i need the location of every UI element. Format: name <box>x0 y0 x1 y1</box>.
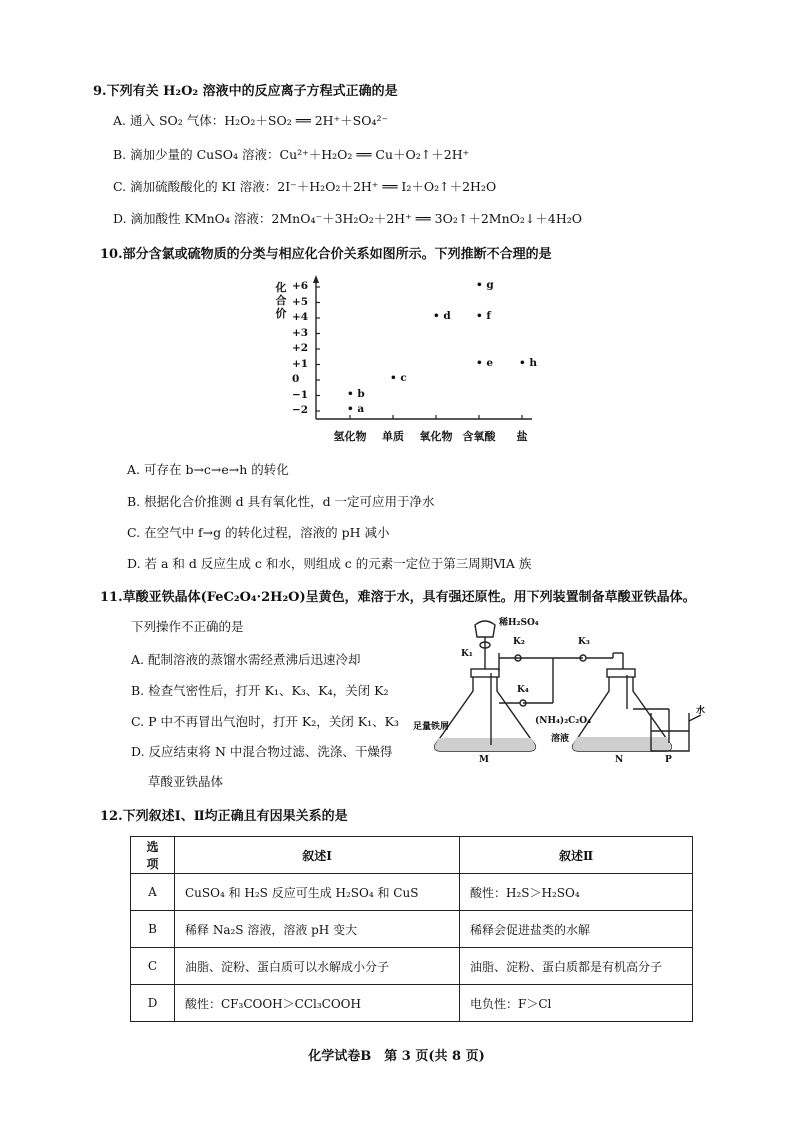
q11-option-a: A. 配制溶液的蒸馏水需经煮沸后迅速冷却 <box>131 652 361 667</box>
table-cell-key: D <box>131 985 175 1022</box>
q11-option-b: B. 检查气密性后，打开 K₁、K₃、K₄，关闭 K₂ <box>131 683 389 698</box>
table-header-statement-1: 叙述Ⅰ <box>175 837 460 874</box>
diagram-label-m: M <box>479 755 489 765</box>
q9-option-c: C. 滴加硫酸酸化的 KI 溶液：2I⁻＋H₂O₂＋2H⁺ ══ I₂＋O₂↑＋2H₂O <box>113 179 497 194</box>
diagram-label-k1: K₁ <box>461 649 473 659</box>
valence-chart <box>270 275 540 450</box>
table-cell-key: B <box>131 911 175 948</box>
q9-option-b: B. 滴加少量的 CuSO₄ 溶液：Cu²⁺＋H₂O₂ ══ Cu＋O₂↑＋2H⁺ <box>113 147 470 162</box>
q11-stem2: 下列操作不正确的是 <box>131 619 244 634</box>
q12-table <box>130 836 693 1022</box>
table-cell: 油脂、淀粉、蛋白质都是有机高分子 <box>460 948 693 985</box>
y-tick-label: −2 <box>292 404 309 416</box>
table-cell: 稀释会促进盐类的水解 <box>460 911 693 948</box>
x-category-label: 单质 <box>382 430 404 443</box>
diagram-label-iron: 足量铁屑 <box>413 722 450 732</box>
apparatus-diagram <box>413 613 713 768</box>
table-cell: CuSO₄ 和 H₂S 反应可生成 H₂SO₄ 和 CuS <box>175 874 460 911</box>
q9-stem: 9.下列有关 H₂O₂ 溶液中的反应离子方程式正确的是 <box>93 84 398 99</box>
table-row <box>131 911 693 948</box>
table-row <box>131 948 693 985</box>
chart-axes <box>270 275 540 450</box>
data-point-h: • h <box>519 356 538 369</box>
table-header-option: 选项 <box>131 837 175 874</box>
diagram-label-acid: 稀H₂SO₄ <box>499 618 539 628</box>
y-tick-label: 0 <box>292 373 300 385</box>
x-category-label: 盐 <box>516 430 528 443</box>
y-tick-label: −1 <box>292 388 309 401</box>
table-row <box>131 874 693 911</box>
q10-option-b: B. 根据化合价推测 d 具有氧化性，d 一定可应用于净水 <box>127 494 435 509</box>
table-header-statement-2: 叙述Ⅱ <box>460 837 693 874</box>
diagram-label-reagent: (NH₄)₂C₂O₄ <box>535 716 592 726</box>
q9-option-a: A. 通入 SO₂ 气体：H₂O₂＋SO₂ ══ 2H⁺＋SO₄²⁻ <box>113 113 389 128</box>
data-point-b: • b <box>347 387 365 400</box>
table-row <box>131 985 693 1022</box>
y-tick-label: +6 <box>292 280 309 292</box>
x-category-label: 氧化物 <box>419 430 453 443</box>
y-tick-label: +2 <box>292 342 309 354</box>
data-point-f: • f <box>476 310 491 322</box>
table-cell: 油脂、淀粉、蛋白质可以水解成小分子 <box>175 948 460 985</box>
diagram-label-k2: K₂ <box>513 637 525 647</box>
data-point-g: • g <box>476 279 494 291</box>
q11-option-d-cont: 草酸亚铁晶体 <box>148 774 224 789</box>
table-cell: 酸性：CF₃COOH＞CCl₃COOH <box>175 985 460 1022</box>
y-tick-label: +3 <box>292 326 309 339</box>
chart-ylabel: 化合价 <box>275 281 287 320</box>
table-cell-key: C <box>131 948 175 985</box>
page-footer: 化学试卷B 第 3 页(共 8 页) <box>308 1049 485 1064</box>
q9-option-d: D. 滴加酸性 KMnO₄ 溶液：2MnO₄⁻＋3H₂O₂＋2H⁺ ══ 3O₂↑＋2MnO₂↓＋4H₂O <box>113 211 582 226</box>
table-header-row <box>131 837 693 874</box>
y-tick-label: +1 <box>292 357 309 370</box>
q10-option-a: A. 可存在 b→c→e→h 的转化 <box>127 462 289 477</box>
q10-option-c: C. 在空气中 f→g 的转化过程，溶液的 pH 减小 <box>127 525 390 540</box>
diagram-label-reagent-2: 溶液 <box>551 734 570 744</box>
diagram-label-k3: K₃ <box>578 637 590 647</box>
y-tick-label: +4 <box>292 311 309 323</box>
q12-stem: 12.下列叙述Ⅰ、Ⅱ均正确且有因果关系的是 <box>100 809 348 824</box>
data-point-e: • e <box>476 356 494 369</box>
q11-stem: 11.草酸亚铁晶体(FeC₂O₄·2H₂O)呈黄色，难溶于水，具有强还原性。用下列装置制备草酸亚铁晶体。 <box>100 590 696 605</box>
table-cell: 电负性：F＞Cl <box>460 985 693 1022</box>
apparatus-drawing <box>413 613 713 768</box>
table-cell-key: A <box>131 874 175 911</box>
diagram-label-n: N <box>615 755 624 765</box>
table-cell: 酸性：H₂S＞H₂SO₄ <box>460 874 693 911</box>
data-point-a: • a <box>347 403 365 415</box>
q11-option-d: D. 反应结束将 N 中混合物过滤、洗涤、干燥得 <box>131 744 393 759</box>
data-point-d: • d <box>433 310 451 322</box>
y-tick-label: +5 <box>292 295 309 308</box>
q10-stem: 10.部分含氯或硫物质的分类与相应化合价关系如图所示。下列推断不合理的是 <box>100 247 552 262</box>
x-category-label: 氢化物 <box>333 430 367 443</box>
diagram-label-k4: K₄ <box>517 685 529 695</box>
q10-option-d: D. 若 a 和 d 反应生成 c 和水，则组成 c 的元素一定位于第三周期ⅥA 族 <box>127 556 532 571</box>
diagram-label-water: 水 <box>696 706 706 716</box>
q11-option-c: C. P 中不再冒出气泡时，打开 K₂，关闭 K₁、K₃ <box>131 714 399 729</box>
diagram-label-p: P <box>665 755 672 765</box>
x-category-label: 含氧酸 <box>462 430 496 443</box>
table-cell: 稀释 Na₂S 溶液，溶液 pH 变大 <box>175 911 460 948</box>
data-point-c: • c <box>390 372 407 384</box>
